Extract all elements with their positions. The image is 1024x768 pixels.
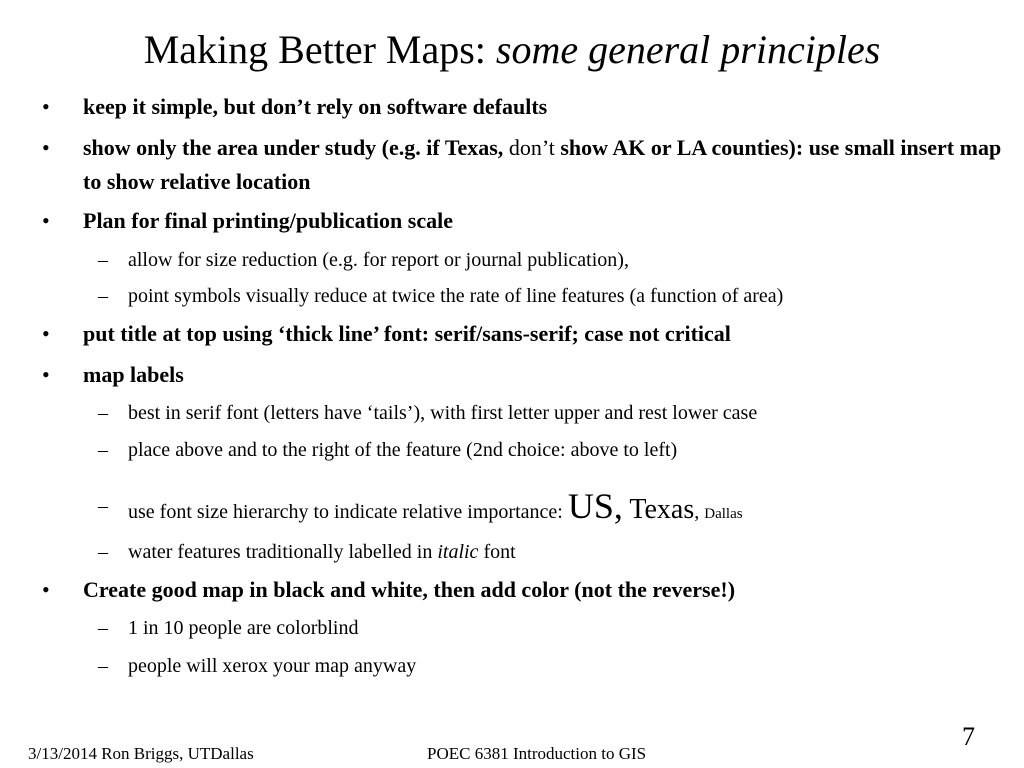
- bullet-text: map labels: [83, 362, 184, 387]
- bullet-black-and-white: [0, 573, 1024, 607]
- bullet-mark: •: [42, 94, 50, 119]
- dash-mark: –: [98, 439, 108, 461]
- sub-item-text-a: water features traditionally labelled in: [128, 541, 438, 563]
- bullet-text: Create good map in black and white, then add color (not the reverse!): [83, 577, 736, 602]
- footer-date-author: 3/13/2014 Ron Briggs, UTDallas: [28, 744, 254, 763]
- sub-item-label-placement: [0, 434, 1024, 466]
- sub-item-serif-font: [0, 397, 1024, 429]
- dash-mark: –: [98, 617, 108, 639]
- bullet-text-dont: don’t: [508, 135, 555, 160]
- sub-item-text: people will xerox your map anyway: [128, 655, 417, 677]
- sub-item-font-hierarchy: [0, 484, 1024, 536]
- sub-item-text: use font size hierarchy to indicate relative importance:: [128, 501, 568, 523]
- sub-item-xerox: [0, 650, 1024, 682]
- sub-item-size-reduction: [0, 244, 1024, 276]
- sub-item-colorblind: [0, 612, 1024, 644]
- sub-item-text: place above and to the right of the feature (2nd choice: above to left): [128, 439, 678, 461]
- bullet-mark: •: [42, 135, 50, 160]
- sub-item-text-b: font: [478, 541, 516, 563]
- footer-course: POEC 6381 Introduction to GIS: [427, 744, 647, 763]
- dash-mark: –: [98, 285, 108, 307]
- example-label-texas: Texas: [622, 494, 695, 525]
- bullet-mark: •: [42, 321, 50, 346]
- bullet-title-font: [0, 317, 1024, 351]
- sub-item-text: point symbols visually reduce at twice the rate of line features (a function of area): [128, 285, 784, 307]
- bullet-text: keep it simple, but don’t rely on software defaults: [83, 94, 548, 119]
- slide-title-main: Making Better Maps:: [143, 27, 496, 72]
- slide-body: [0, 90, 1024, 682]
- sub-item-text-italic: italic: [437, 541, 479, 563]
- bullet-text: put title at top using ‘thick line’ font: serif/sans-serif; case not critical: [83, 321, 731, 346]
- bullet-keep-simple: [0, 90, 1024, 124]
- bullet-map-labels: [0, 358, 1024, 392]
- slide-title: [0, 24, 1024, 76]
- bullet-mark: •: [42, 362, 50, 387]
- example-label-comma: ,: [694, 501, 705, 523]
- dash-mark: –: [98, 541, 108, 563]
- bullet-text: Plan for final printing/publication scale: [83, 208, 453, 233]
- bullet-mark: •: [42, 577, 50, 602]
- dash-mark: –: [98, 495, 108, 517]
- page-number: 7: [962, 722, 975, 751]
- dash-mark: –: [98, 655, 108, 677]
- example-label-us: US,: [567, 486, 623, 526]
- sub-item-text: allow for size reduction (e.g. for report or journal publication),: [128, 249, 629, 271]
- dash-mark: –: [98, 402, 108, 424]
- dash-mark: –: [98, 249, 108, 271]
- sub-item-text: 1 in 10 people are colorblind: [128, 617, 359, 639]
- bullet-mark: •: [42, 208, 50, 233]
- bullet-area-under-study: [0, 131, 1024, 199]
- sub-item-point-symbols: [0, 280, 1024, 312]
- example-label-dallas: Dallas: [704, 506, 743, 522]
- bullet-plan-scale: [0, 204, 1024, 238]
- bullet-text-a: show only the area under study (e.g. if Texas,: [83, 135, 509, 160]
- sub-item-text: best in serif font (letters have ‘tails’), with first letter upper and rest lower case: [128, 402, 758, 424]
- bullet-text-c: show AK or LA counties): use small insert map to show relative location: [83, 135, 1002, 194]
- sub-item-water-italic: [0, 536, 1024, 568]
- slide-title-subtitle: some general principles: [495, 27, 881, 72]
